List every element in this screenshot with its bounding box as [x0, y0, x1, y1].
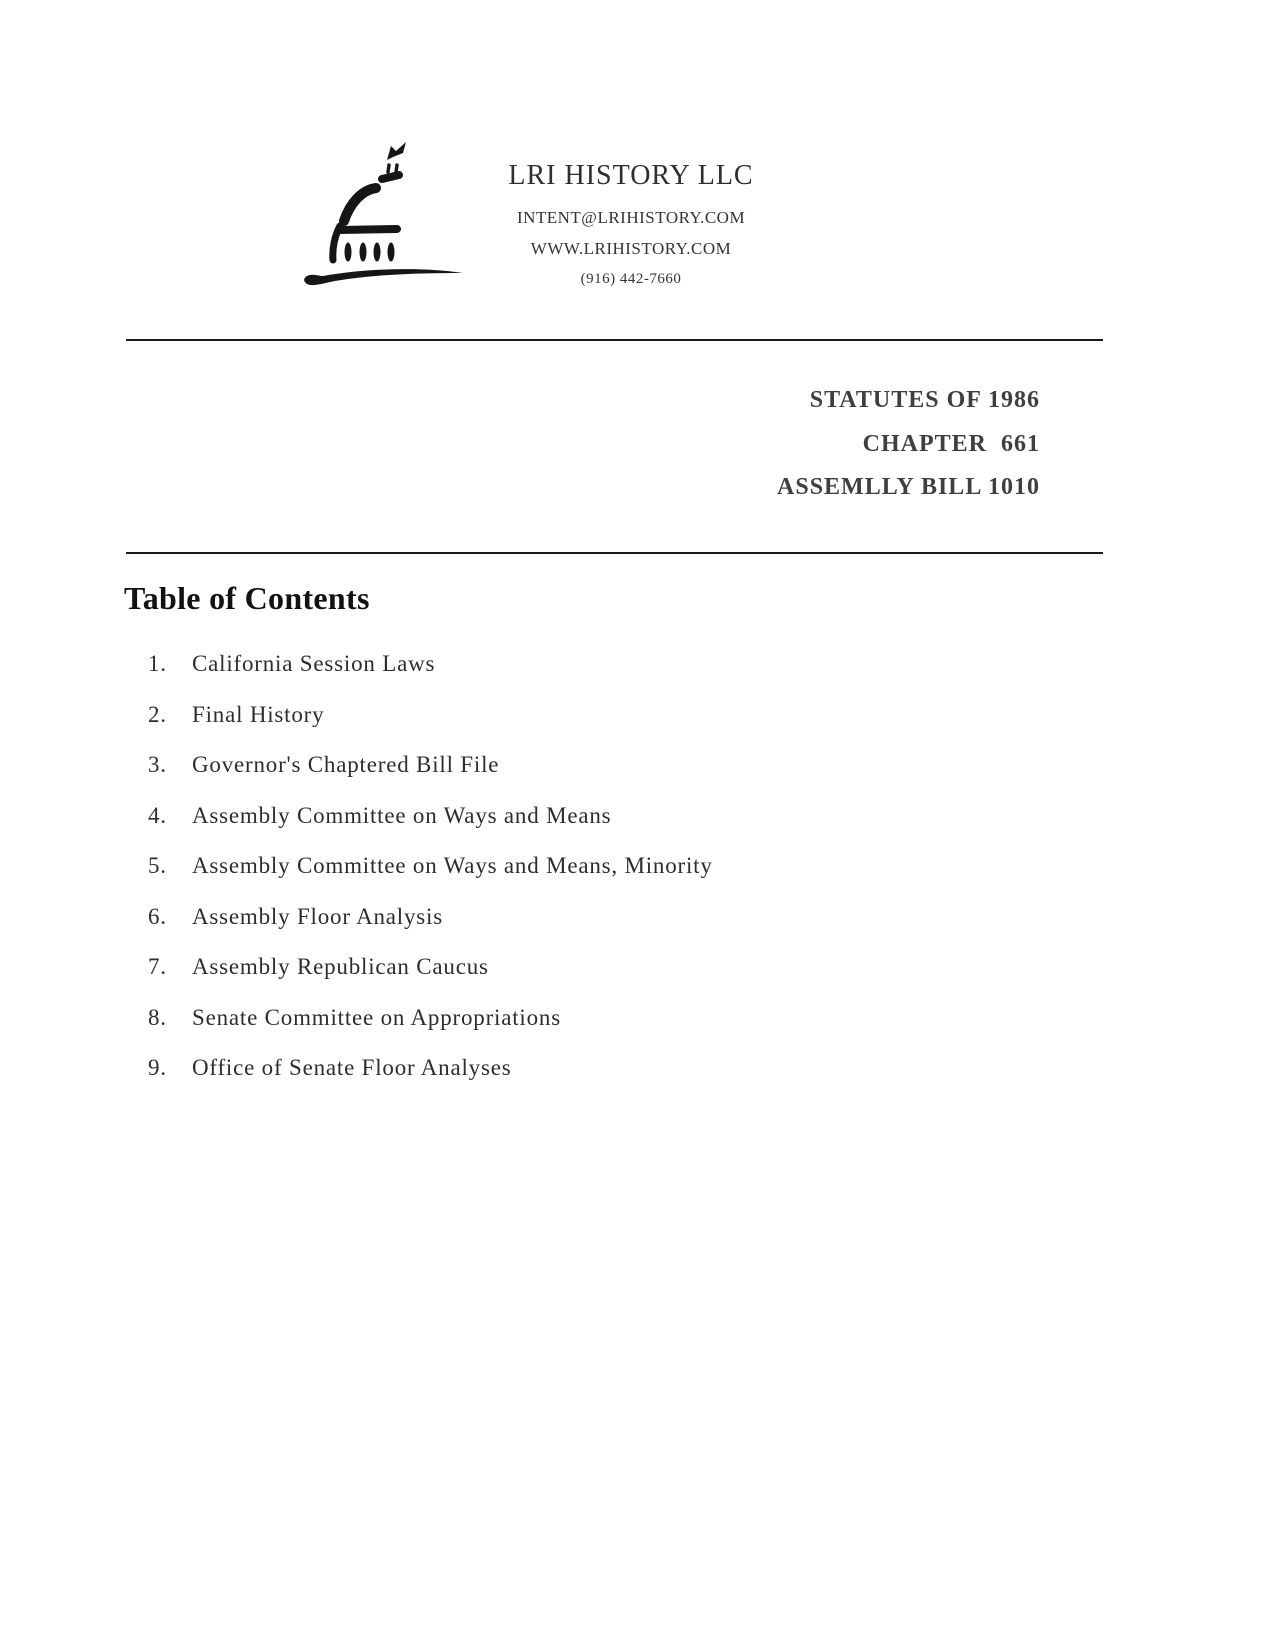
company-phone: (916) 442-7660: [580, 271, 682, 287]
statute-line-chapter: CHAPTER 661: [862, 430, 1040, 457]
toc-item-label: Governor's Chaptered Bill File: [192, 752, 500, 777]
toc-item-number: 9.: [148, 1055, 167, 1080]
toc-item: [148, 892, 713, 943]
statute-line-bill: ASSEMLLY BILL 1010: [777, 474, 1040, 500]
toc-item-number: 6.: [148, 903, 167, 929]
contact-block: [461, 202, 801, 295]
statute-heading-block: [777, 379, 1040, 510]
toc-item-label: Assembly Republican Caucus: [192, 954, 489, 979]
toc-item: [148, 740, 713, 791]
toc-item-label: Assembly Committee on Ways and Means: [192, 802, 612, 828]
toc-item-label: Final History: [192, 701, 325, 727]
toc-item-label: Senate Committee on Appropriations: [192, 1004, 561, 1030]
company-email: INTENT@LRIHISTORY.COM: [516, 208, 746, 227]
toc-item: [148, 690, 713, 741]
statute-line-year: STATUTES OF 1986: [809, 387, 1040, 413]
capitol-dome-icon: [293, 126, 473, 291]
toc-item-number: 8.: [148, 1004, 167, 1030]
horizontal-rule-top: [126, 339, 1103, 341]
toc-item: [148, 841, 713, 892]
letterhead: [461, 158, 801, 295]
toc-item-label: Assembly Committee on Ways and Means, Minority: [192, 853, 713, 878]
company-name: LRI HISTORY LLC: [508, 160, 754, 191]
toc-item-label: California Session Laws: [192, 651, 436, 676]
toc-item-label: Assembly Floor Analysis: [192, 903, 443, 929]
toc-item: [148, 1043, 713, 1094]
toc-item-number: 4.: [148, 802, 167, 828]
toc-item: [148, 639, 713, 690]
toc-item-number: 2.: [148, 701, 167, 727]
toc-heading: Table of Contents: [124, 580, 370, 616]
toc-item-label: Office of Senate Floor Analyses: [192, 1055, 512, 1080]
toc-item-number: 7.: [148, 954, 167, 979]
company-website: WWW.LRIHISTORY.COM: [530, 239, 732, 258]
toc-item-number: 3.: [148, 752, 167, 777]
toc-item: [148, 942, 713, 993]
toc-item: [148, 791, 713, 842]
toc-item-number: 1.: [148, 651, 167, 676]
horizontal-rule-bottom: [126, 552, 1103, 554]
toc-list: [148, 639, 713, 1094]
toc-item: [148, 993, 713, 1044]
capitol-dome-logo: [293, 126, 473, 291]
toc-item-number: 5.: [148, 853, 167, 878]
